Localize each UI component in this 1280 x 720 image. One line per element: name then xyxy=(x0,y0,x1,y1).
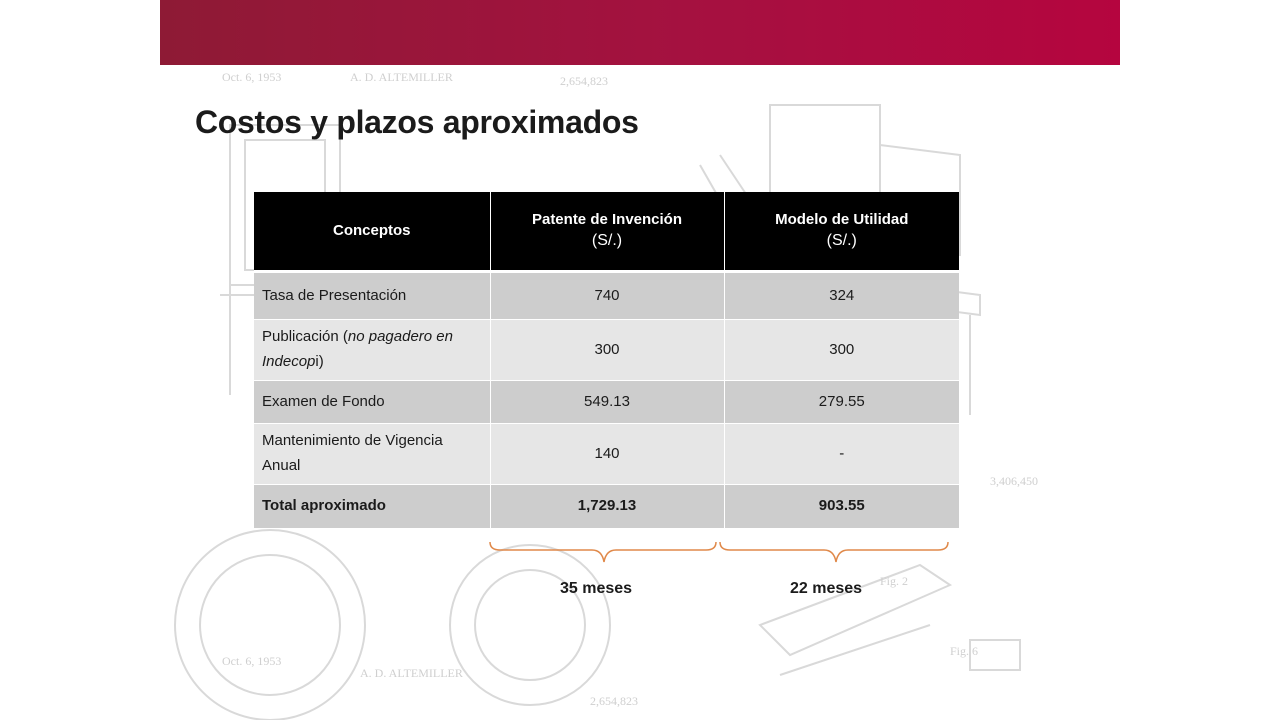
patent-duration-label: 35 meses xyxy=(560,580,633,597)
header-utility-unit: (S/.) xyxy=(826,232,857,250)
table-row xyxy=(254,381,959,424)
row-utility-value: 300 xyxy=(724,320,959,381)
total-utility-value: 903.55 xyxy=(724,485,959,529)
row-patent-value: 140 xyxy=(490,424,724,485)
svg-text:Oct. 6, 1953: Oct. 6, 1953 xyxy=(222,654,282,668)
utility-duration-label: 22 meses xyxy=(790,580,863,597)
row-patent-value: 300 xyxy=(490,320,724,381)
row-patent-value: 740 xyxy=(490,272,724,320)
svg-text:Fig. 6: Fig. 6 xyxy=(950,644,979,658)
svg-text:Fig. 2: Fig. 2 xyxy=(880,574,909,588)
row-concept: Publicación (no pagadero en Indecopi) xyxy=(254,320,490,381)
table-header-row xyxy=(254,192,959,272)
row-utility-value: - xyxy=(724,424,959,485)
costs-table xyxy=(254,192,959,529)
duration-braces xyxy=(480,538,960,578)
table-row xyxy=(254,272,959,320)
table-total-row xyxy=(254,485,959,529)
header-patent: Patente de Invención (S/.) xyxy=(490,192,724,272)
row-utility-value: 279.55 xyxy=(724,381,959,424)
row-concept: Mantenimiento de Vigencia Anual xyxy=(254,424,490,485)
header-utility: Modelo de Utilidad (S/.) xyxy=(724,192,959,272)
total-label: Total aproximado xyxy=(254,485,490,529)
utility-duration-brace xyxy=(720,542,948,562)
table-row xyxy=(254,424,959,485)
svg-text:2,654,823: 2,654,823 xyxy=(560,74,608,88)
row-patent-value: 549.13 xyxy=(490,381,724,424)
total-patent-value: 1,729.13 xyxy=(490,485,724,529)
table-row xyxy=(254,320,959,381)
header-patent-unit: (S/.) xyxy=(591,232,623,250)
svg-text:3,406,450: 3,406,450 xyxy=(990,474,1038,488)
svg-text:2,654,823: 2,654,823 xyxy=(590,694,638,708)
slide-title: Costos y plazos aproximados xyxy=(195,104,639,140)
svg-text:A. D. ALTEMILLER: A. D. ALTEMILLER xyxy=(360,666,463,680)
row-concept: Tasa de Presentación xyxy=(254,272,490,320)
header-concepts: Conceptos xyxy=(254,192,490,272)
svg-text:A. D. ALTEMILLER: A. D. ALTEMILLER xyxy=(350,70,453,84)
header-banner xyxy=(160,0,1120,65)
row-concept: Examen de Fondo xyxy=(254,381,490,424)
patent-duration-brace xyxy=(490,542,716,562)
row-utility-value: 324 xyxy=(724,272,959,320)
svg-text:Oct. 6, 1953: Oct. 6, 1953 xyxy=(222,70,282,84)
